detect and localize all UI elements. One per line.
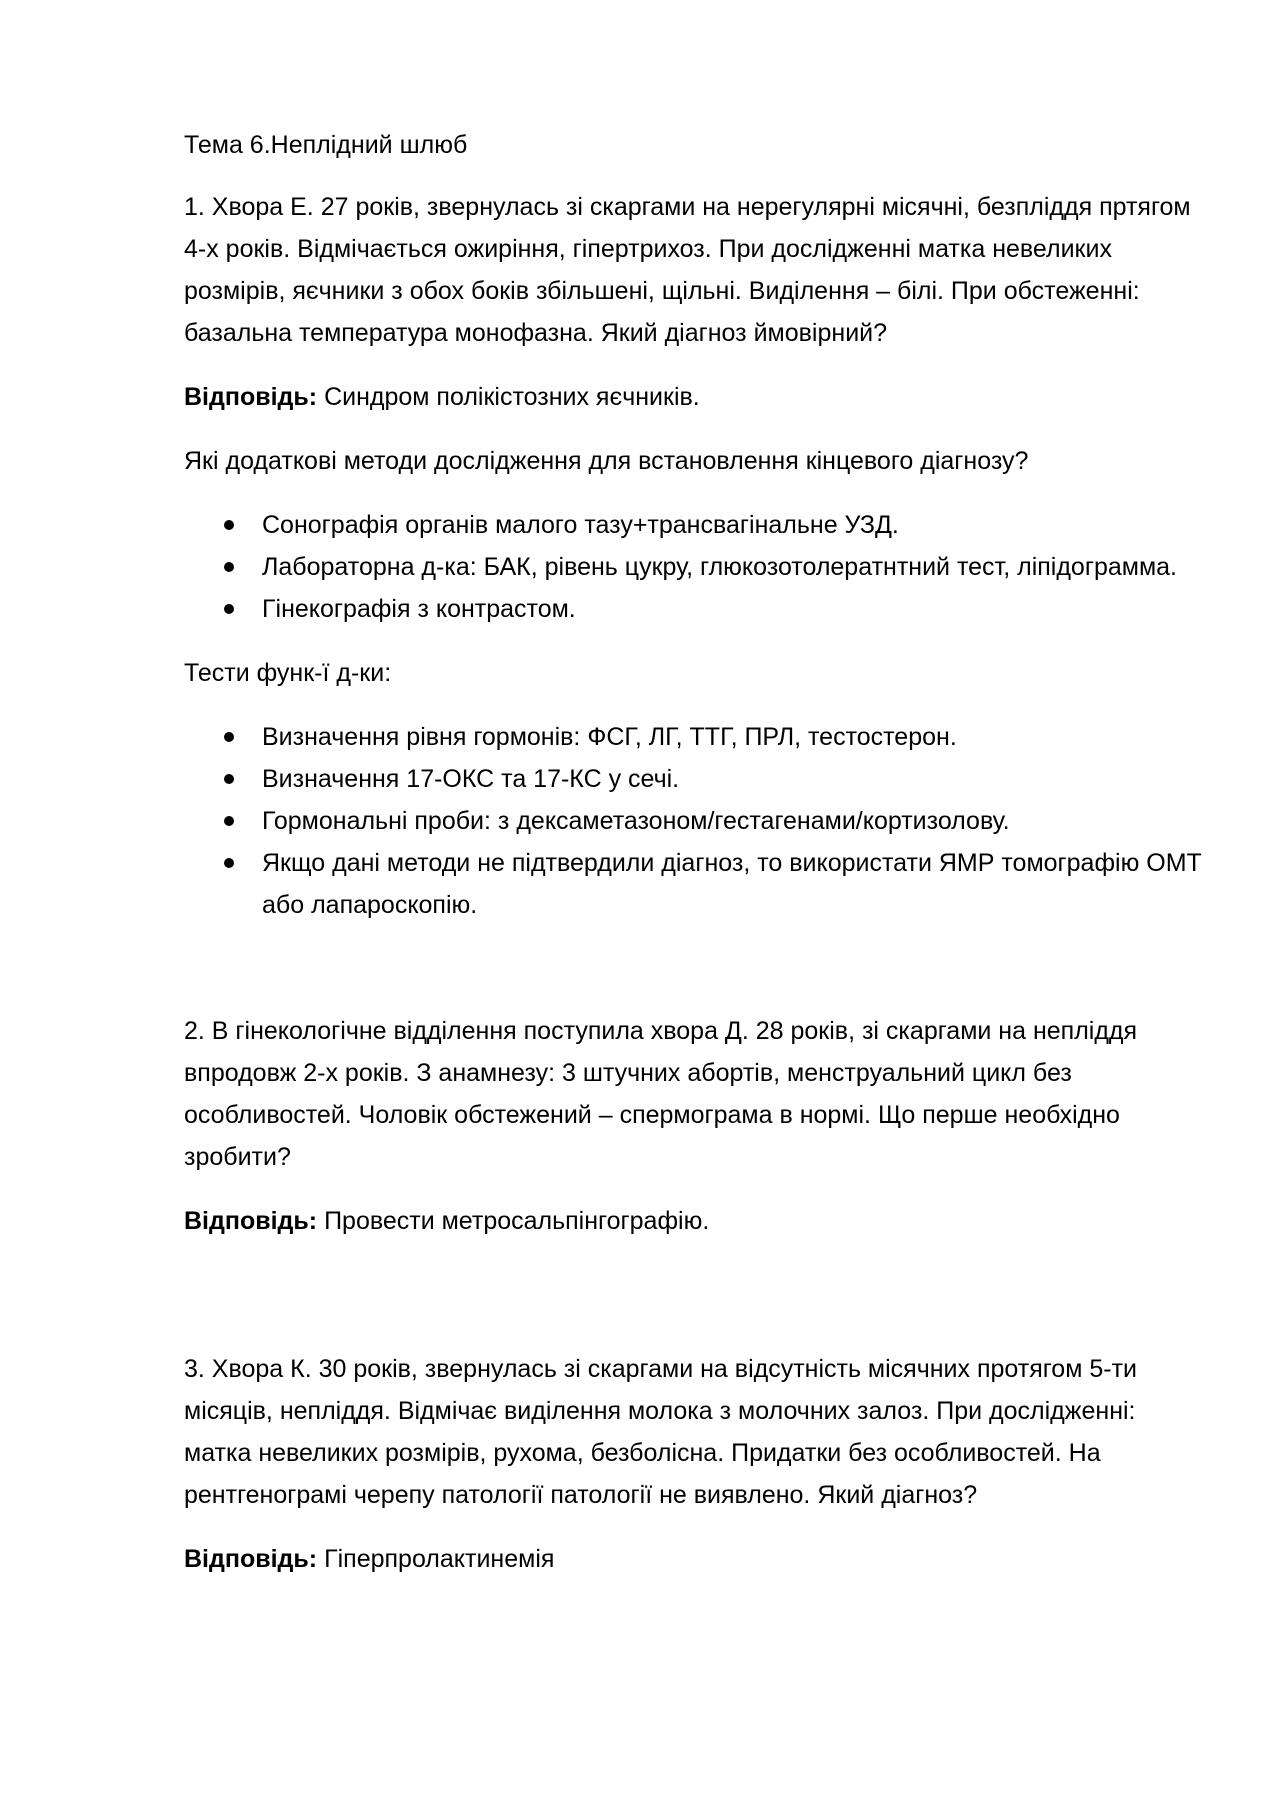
- case-1-answer: [184, 376, 1204, 418]
- answer-text: Синдром полікістозних яєчників.: [317, 383, 700, 411]
- case-2-answer: [184, 1200, 1204, 1242]
- document-body: [184, 124, 1204, 1602]
- tests-list: [184, 716, 1204, 926]
- list-item: Лабораторна д-ка: БАК, рівень цукру, глюкозотолератнтний тест, ліпідограмма.: [184, 546, 1204, 588]
- answer-text: Гіперпролактинемія: [317, 1545, 555, 1573]
- tests-heading: Тести функ-ї д-ки:: [184, 659, 392, 687]
- answer-label: Відповідь:: [184, 383, 318, 411]
- case-3-answer: [184, 1538, 1204, 1580]
- answer-label: Відповідь:: [184, 1545, 318, 1573]
- list-item: Сонографія органів малого тазу+трансвагінальне УЗД.: [184, 504, 1204, 546]
- methods-list: [184, 504, 1204, 630]
- methods-heading: Які додаткові методи дослідження для встановлення кінцевого діагнозу?: [184, 447, 1029, 475]
- case-3-question: 3. Хвора К. 30 років, звернулась зі скаргами на відсутність місячних протягом 5-ти місяців, непліддя. Відмічає виділення молока з молочних залоз. При дослідженні: матка невеликих розмірів, рухома, безболісна. Придатки без особливостей. На рентгенограмі черепу патології патології не виявлено. Який діагноз?: [184, 1355, 1137, 1509]
- spacer: [184, 948, 1204, 1010]
- answer-label: Відповідь:: [184, 1207, 318, 1235]
- list-item: Гормональні проби: з дексаметазоном/гестагенами/кортизолову.: [184, 800, 1204, 842]
- spacer: [184, 1264, 1204, 1348]
- list-item: Визначення рівня гормонів: ФСГ, ЛГ, ТТГ, ПРЛ, тестостерон.: [184, 716, 1204, 758]
- answer-text: Провести метросальпінгографію.: [317, 1207, 710, 1235]
- list-item: Гінекографія з контрастом.: [184, 588, 1204, 630]
- document-title: Тема 6.Неплідний шлюб: [184, 131, 468, 159]
- list-item: Визначення 17-ОКС та 17-КС у сечі.: [184, 758, 1204, 800]
- case-1-question: 1. Хвора Е. 27 років, звернулась зі скаргами на нерегулярні місячні, безпліддя пртягом 4-х років. Відмічається ожиріння, гіпертрихоз. При дослідженні матка невеликих розмірів, яєчники з обох боків збільшені, щільні. Виділення – білі. При обстеженні: базальна температура монофазна. Який діагноз ймовірний?: [184, 193, 1191, 347]
- case-2-question: 2. В гінекологічне відділення поступила хвора Д. 28 років, зі скаргами на непліддя впродовж 2-х років. З анамнезу: 3 штучних абортів, менструальний цикл без особливостей. Чоловік обстежений – спермограма в нормі. Що перше необхідно зробити?: [184, 1017, 1138, 1171]
- list-item: Якщо дані методи не підтвердили діагноз, то використати ЯМР томографію ОМТ або лапароскопію.: [184, 842, 1204, 926]
